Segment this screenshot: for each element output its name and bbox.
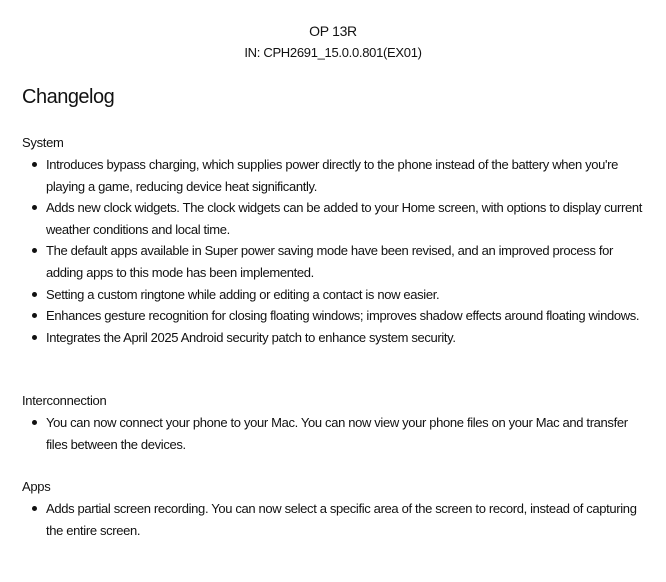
list-item-text: Integrates the April 2025 Android security patch to enhance system security. <box>46 329 456 345</box>
firmware-version: IN: CPH2691_15.0.0.801(EX01) <box>244 45 422 60</box>
section-title: Apps <box>22 479 51 494</box>
bullet-icon <box>32 162 37 167</box>
bullet-icon <box>32 335 37 340</box>
section-title: Interconnection <box>22 393 107 408</box>
changelog-list <box>22 154 652 348</box>
list-item-text: Introduces bypass charging, which supplies power directly to the phone instead of the battery when you're playing a game, reducing device heat significantly. <box>46 157 619 194</box>
list-item-text: Adds partial screen recording. You can now select a specific area of the screen to record, instead of capturing the entire screen. <box>46 501 637 538</box>
changelog-list <box>22 498 652 541</box>
section-system <box>22 134 652 348</box>
section-interconnection <box>22 392 652 455</box>
list-item <box>22 154 652 197</box>
list-item <box>22 305 652 327</box>
list-item <box>22 284 652 306</box>
list-item <box>22 240 652 283</box>
list-item-text: Setting a custom ringtone while adding or editing a contact is now easier. <box>46 286 440 302</box>
list-item <box>22 197 652 240</box>
bullet-icon <box>32 313 37 318</box>
page-title: Changelog <box>22 86 115 108</box>
bullet-icon <box>32 420 37 425</box>
list-item <box>22 412 652 455</box>
list-item <box>22 498 652 541</box>
list-item <box>22 327 652 349</box>
list-item-text: Enhances gesture recognition for closing floating windows; improves shadow effects around floating windows. <box>46 308 640 324</box>
changelog-list <box>22 412 652 455</box>
bullet-icon <box>32 205 37 210</box>
list-item-text: You can now connect your phone to your Mac. You can now view your phone files on your Mac and transfer files between the devices. <box>46 415 628 452</box>
section-apps <box>22 478 652 541</box>
bullet-icon <box>32 292 37 297</box>
bullet-icon <box>32 248 37 253</box>
header <box>0 22 666 62</box>
list-item-text: The default apps available in Super power saving mode have been revised, and an improved process for adding apps to this mode has been implemented. <box>46 243 613 280</box>
device-name: OP 13R <box>309 23 357 39</box>
section-title: System <box>22 135 64 150</box>
list-item-text: Adds new clock widgets. The clock widgets can be added to your Home screen, with options to display current weather conditions and local time. <box>46 200 643 237</box>
bullet-icon <box>32 506 37 511</box>
